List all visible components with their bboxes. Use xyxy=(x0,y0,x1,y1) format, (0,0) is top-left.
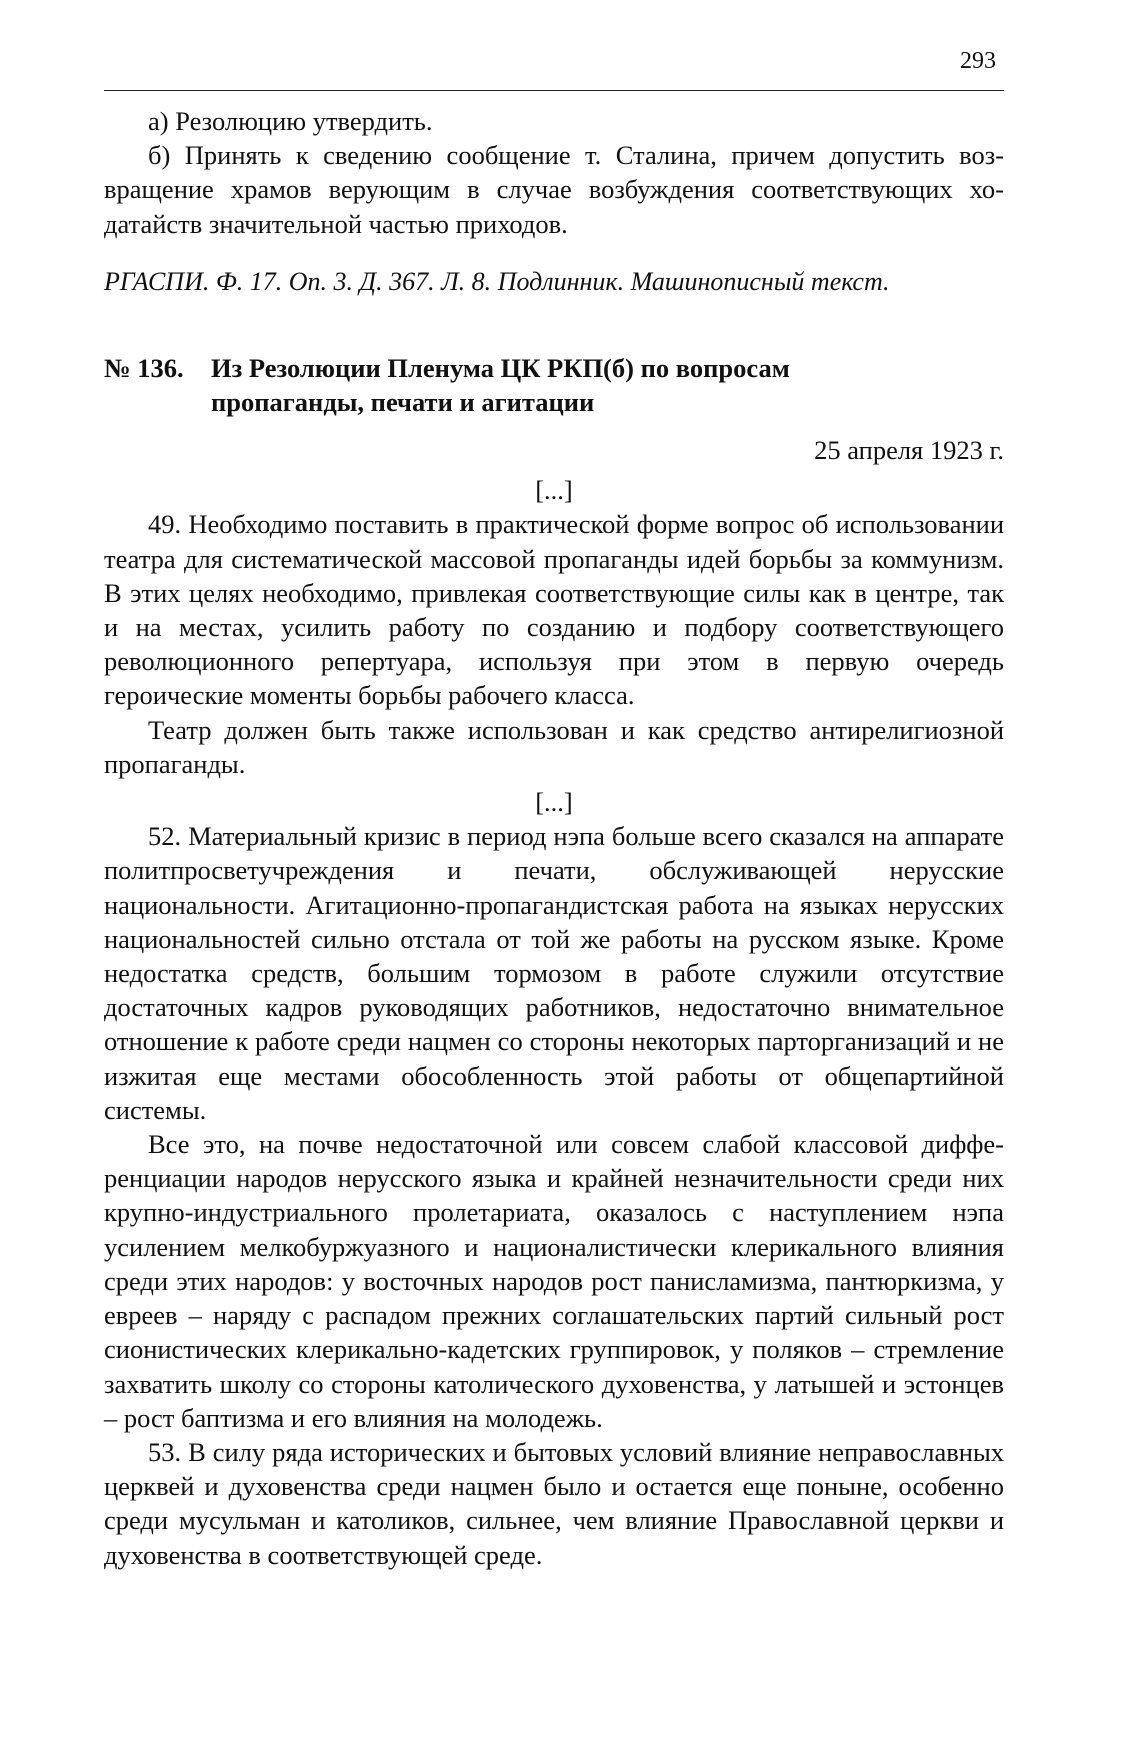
resolution-item-a: а) Резолюцию утвердить. xyxy=(148,106,433,136)
paragraph-49: 49. Необходимо поставить в практической форме вопрос об использовании театра для систематической массовой пропаганды идей борьбы за коммунизм. В этих целях необходимо, привлекая соответствующие силы как в центре, так и на местах, усилить работу по созданию и подбору соответствующего революционного репертуара, используя при этом в первую очередь героические моменты борьбы рабочего класса. xyxy=(104,509,1004,711)
paragraph-all-this: Все это, на почве недостаточной или совсем слабой классовой дифференциации народов нерусского языка и крайней незначительности среди них крупно-индустриального пролетариата, оказалось с наступлением нэпа усилением мелкобуржуазного и националистически клерикального влияния среди этих народов: у восточных народов рост панисламизма, пантюркизма, у евреев – наряду с распадом прежних соглашательских партий сильный рост сионистических клерикально-кадетских группировок, у поляков – стремление захватить школу со стороны католического духовенства, у латышей и эстонцев – рост баптизма и его влияния на молодежь. xyxy=(104,1129,1004,1433)
omission-mark: [...] xyxy=(535,475,573,506)
document-title-line-2: пропаганды, печати и агитации xyxy=(211,387,595,418)
page-body xyxy=(104,104,1004,1572)
paragraph-theatre: Театр должен быть также использован и как средство антирелигиозной пропаганды. xyxy=(104,714,1004,779)
document-date: 25 апреля 1923 г. xyxy=(814,435,1004,466)
document-title-line-1: Из Резолюции Пленума ЦК РКП(б) по вопросам xyxy=(211,353,790,384)
paragraph-53: 53. В силу ряда исторических и бытовых условий влияние неправославных церквей и духовенства среди нацмен было и остается еще поныне, особенно среди мусульман и католиков, сильнее, чем влияние Православной церкви и духовенства в соответствующей среде. xyxy=(104,1436,1004,1570)
header-rule xyxy=(104,90,1004,91)
paragraph-52: 52. Материальный кризис в период нэпа больше всего сказался на аппарате политпросветучреждения и печати, обслуживающей нерусские национальности. Агитационно-пропагандистская работа на языках нерусских национальностей сильно отстала от той же работы на русском языке. Кроме недостатка средств, большим тормозом в работе служили отсутствие достаточных кадров руководящих работников, недостаточно внимательное отношение к работе среди нацмен со стороны некоторых парторганизаций и не изжитая еще местами обособленность этой работы от общепартийной системы. xyxy=(104,821,1004,1125)
document-heading xyxy=(104,351,1004,419)
resolution-item-b: б) Принять к сведению сообщение т. Сталина, причем допустить возвращение храмов верующим в случае возбуждения соответствующих ходатайств значительной частью приходов. xyxy=(104,140,1004,239)
page-number: 293 xyxy=(960,48,996,74)
omission-mark: [...] xyxy=(535,787,573,818)
archive-source-note: РГАСПИ. Ф. 17. Оп. 3. Д. 367. Л. 8. Подлинник. Машинописный текст. xyxy=(104,266,890,296)
document-number: № 136. xyxy=(104,353,184,384)
